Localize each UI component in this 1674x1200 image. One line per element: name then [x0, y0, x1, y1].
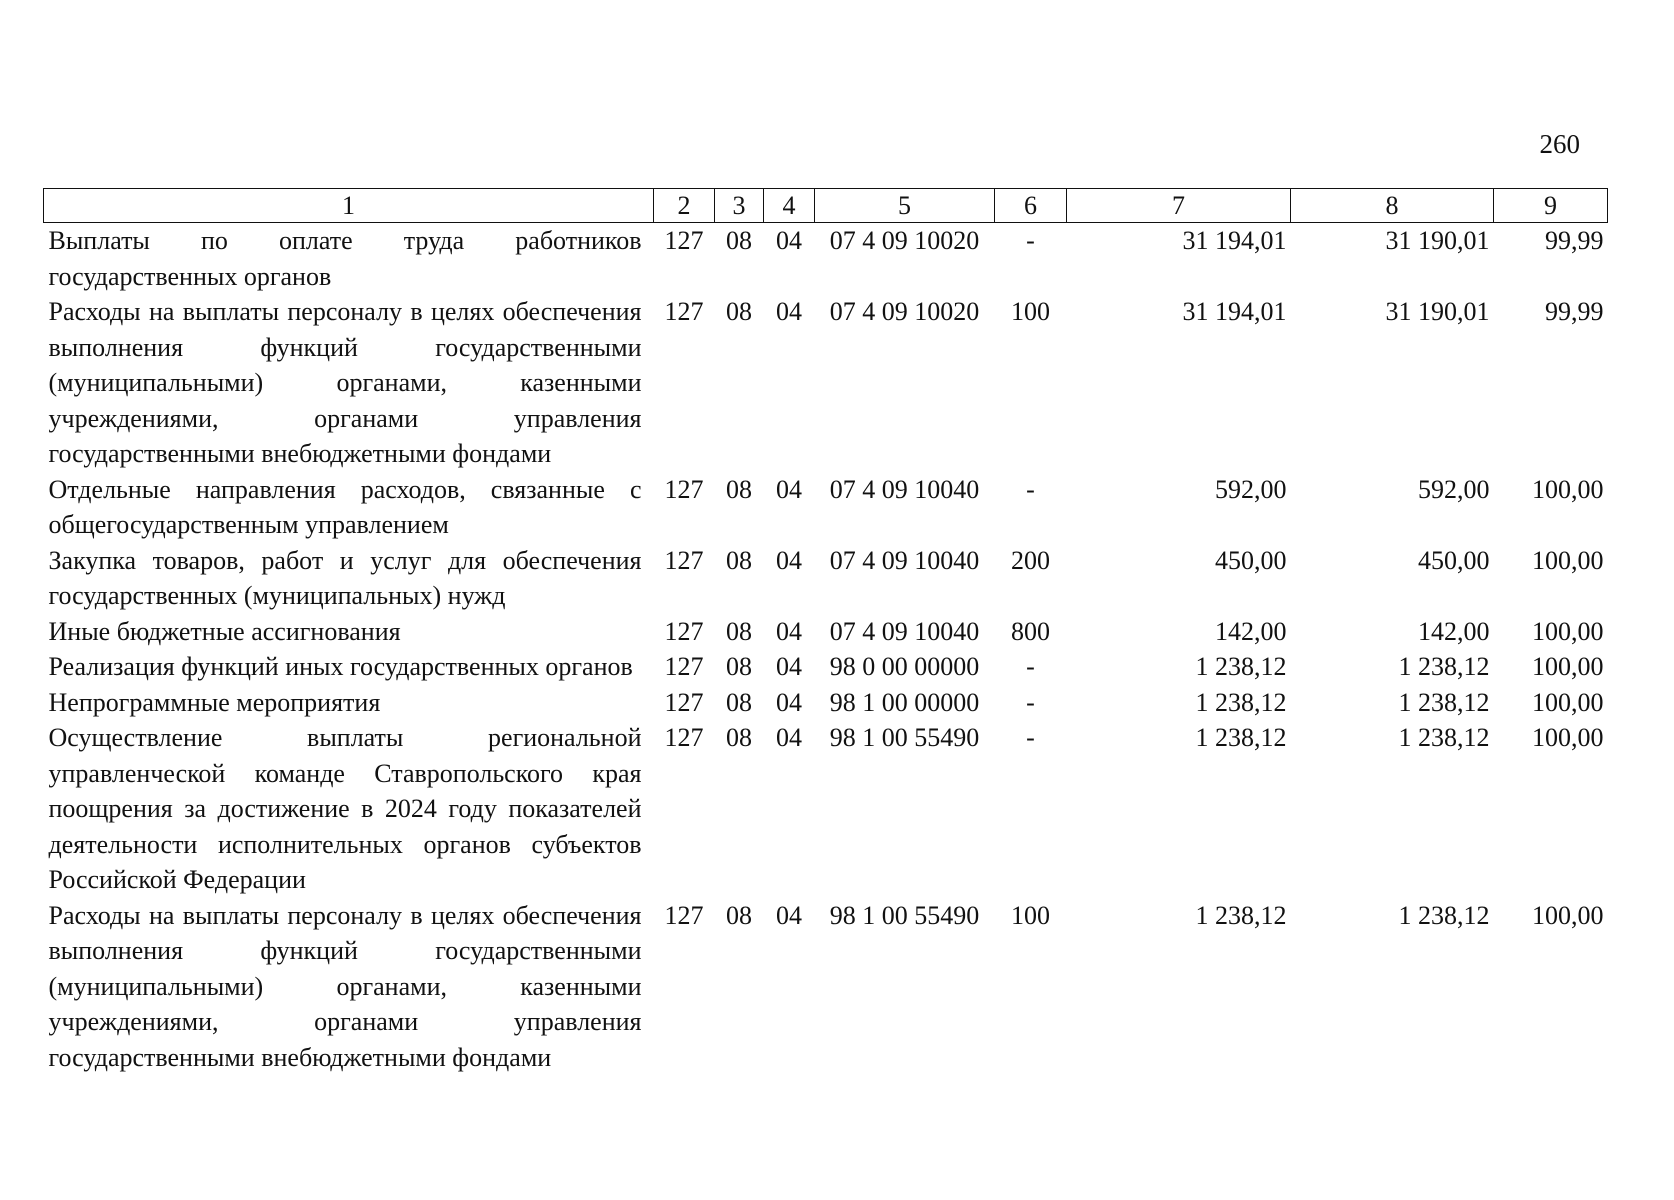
row-csr: 07 4 09 10040 — [829, 545, 980, 575]
row-pct: 100,00 — [1532, 900, 1604, 930]
table-row — [44, 543, 1608, 614]
row-rz: 08 — [726, 723, 752, 752]
row-pr: 04 — [776, 474, 802, 504]
budget-table — [43, 188, 1608, 1075]
row-name: Непрограммные мероприятия — [48, 687, 381, 717]
row-csr: 98 1 00 55490 — [829, 900, 980, 930]
row-fact: 450,00 — [1418, 545, 1490, 575]
row-pct: 100,00 — [1532, 474, 1604, 504]
table-row — [44, 649, 1608, 685]
column-header-4: 4 — [764, 189, 815, 223]
row-fact: 592,00 — [1418, 474, 1490, 504]
row-pct: 100,00 — [1532, 687, 1604, 717]
row-ved: 127 — [664, 616, 704, 646]
row-plan: 1 238,12 — [1195, 723, 1287, 752]
row-pct: 99,99 — [1545, 226, 1604, 255]
row-csr: 98 0 00 00000 — [829, 652, 980, 681]
table-row — [44, 898, 1608, 1076]
row-ved: 127 — [664, 687, 704, 717]
row-plan: 592,00 — [1215, 474, 1287, 504]
row-pr: 04 — [776, 652, 802, 681]
row-pct: 100,00 — [1532, 545, 1604, 575]
row-csr: 98 1 00 55490 — [829, 723, 980, 752]
row-plan: 450,00 — [1215, 545, 1287, 575]
table-row — [44, 294, 1608, 472]
row-pr: 04 — [776, 226, 802, 255]
column-header-7: 7 — [1067, 189, 1291, 223]
row-name: Отдельные направления расходов, связанные с общегосударственным управлением — [48, 474, 642, 539]
row-ved: 127 — [664, 723, 704, 752]
row-vr: 100 — [1011, 900, 1050, 930]
row-ved: 127 — [664, 226, 704, 255]
row-vr: - — [1026, 687, 1035, 717]
row-name: Расходы на выплаты персоналу в целях обеспечения выполнения функций государственными (муниципальными) органами, казенными учреждениями, органами управления государственными внебюджетными фондами — [48, 900, 642, 1072]
row-fact: 1 238,12 — [1398, 723, 1490, 752]
table-row — [44, 614, 1608, 650]
page-number: 260 — [1539, 129, 1580, 159]
row-ved: 127 — [664, 297, 704, 326]
row-vr: 100 — [1011, 297, 1050, 326]
row-pct: 99,99 — [1545, 297, 1604, 326]
table-row — [44, 720, 1608, 898]
column-header-3: 3 — [715, 189, 764, 223]
table-header — [44, 189, 1608, 223]
row-plan: 1 238,12 — [1195, 900, 1287, 930]
row-rz: 08 — [726, 474, 752, 504]
column-header-2: 2 — [654, 189, 715, 223]
row-fact: 142,00 — [1418, 616, 1490, 646]
row-rz: 08 — [726, 226, 752, 255]
header-row — [44, 189, 1608, 223]
row-rz: 08 — [726, 616, 752, 646]
column-header-6: 6 — [995, 189, 1067, 223]
row-fact: 1 238,12 — [1398, 900, 1490, 930]
row-plan: 31 194,01 — [1182, 226, 1287, 255]
row-plan: 31 194,01 — [1182, 297, 1287, 326]
row-pct: 100,00 — [1532, 652, 1604, 681]
table-row — [44, 685, 1608, 721]
row-plan: 142,00 — [1215, 616, 1287, 646]
row-pr: 04 — [776, 687, 802, 717]
row-ved: 127 — [664, 474, 704, 504]
row-rz: 08 — [726, 687, 752, 717]
row-pr: 04 — [776, 297, 802, 326]
row-csr: 07 4 09 10040 — [829, 474, 980, 504]
row-pr: 04 — [776, 723, 802, 752]
row-ved: 127 — [664, 652, 704, 681]
row-fact: 1 238,12 — [1398, 652, 1490, 681]
row-fact: 31 190,01 — [1385, 226, 1490, 255]
table-body — [44, 223, 1608, 1076]
table-row — [44, 472, 1608, 543]
row-rz: 08 — [726, 652, 752, 681]
row-csr: 07 4 09 10040 — [829, 616, 980, 646]
row-vr: - — [1026, 226, 1035, 255]
table-row — [44, 223, 1608, 295]
row-rz: 08 — [726, 297, 752, 326]
row-name: Закупка товаров, работ и услуг для обеспечения государственных (муниципальных) нужд — [48, 545, 642, 610]
row-plan: 1 238,12 — [1195, 687, 1287, 717]
row-vr: 800 — [1011, 616, 1050, 646]
row-pr: 04 — [776, 900, 802, 930]
row-vr: - — [1026, 474, 1035, 504]
row-vr: 200 — [1011, 545, 1050, 575]
row-vr: - — [1026, 723, 1035, 752]
column-header-5: 5 — [815, 189, 995, 223]
row-name: Реализация функций иных государственных органов — [48, 652, 633, 681]
row-rz: 08 — [726, 900, 752, 930]
row-ved: 127 — [664, 900, 704, 930]
row-pct: 100,00 — [1532, 723, 1604, 752]
row-rz: 08 — [726, 545, 752, 575]
row-csr: 07 4 09 10020 — [829, 297, 980, 326]
column-header-1: 1 — [44, 189, 654, 223]
row-pct: 100,00 — [1532, 616, 1604, 646]
row-plan: 1 238,12 — [1195, 652, 1287, 681]
column-header-9: 9 — [1494, 189, 1608, 223]
row-csr: 98 1 00 00000 — [829, 687, 980, 717]
row-pr: 04 — [776, 616, 802, 646]
row-name: Иные бюджетные ассигнования — [48, 616, 401, 646]
row-pr: 04 — [776, 545, 802, 575]
row-name: Выплаты по оплате труда работников государственных органов — [48, 226, 642, 291]
column-header-8: 8 — [1291, 189, 1494, 223]
row-name: Осуществление выплаты региональной управленческой команде Ставропольского края поощрения за достижение в 2024 году показателей деятельности исполнительных органов субъектов Российской Федерации — [48, 723, 642, 894]
row-csr: 07 4 09 10020 — [829, 226, 980, 255]
row-vr: - — [1026, 652, 1035, 681]
row-ved: 127 — [664, 545, 704, 575]
row-fact: 31 190,01 — [1385, 297, 1490, 326]
row-name: Расходы на выплаты персоналу в целях обеспечения выполнения функций государственными (муниципальными) органами, казенными учреждениями, органами управления государственными внебюджетными фондами — [48, 297, 642, 468]
row-fact: 1 238,12 — [1398, 687, 1490, 717]
